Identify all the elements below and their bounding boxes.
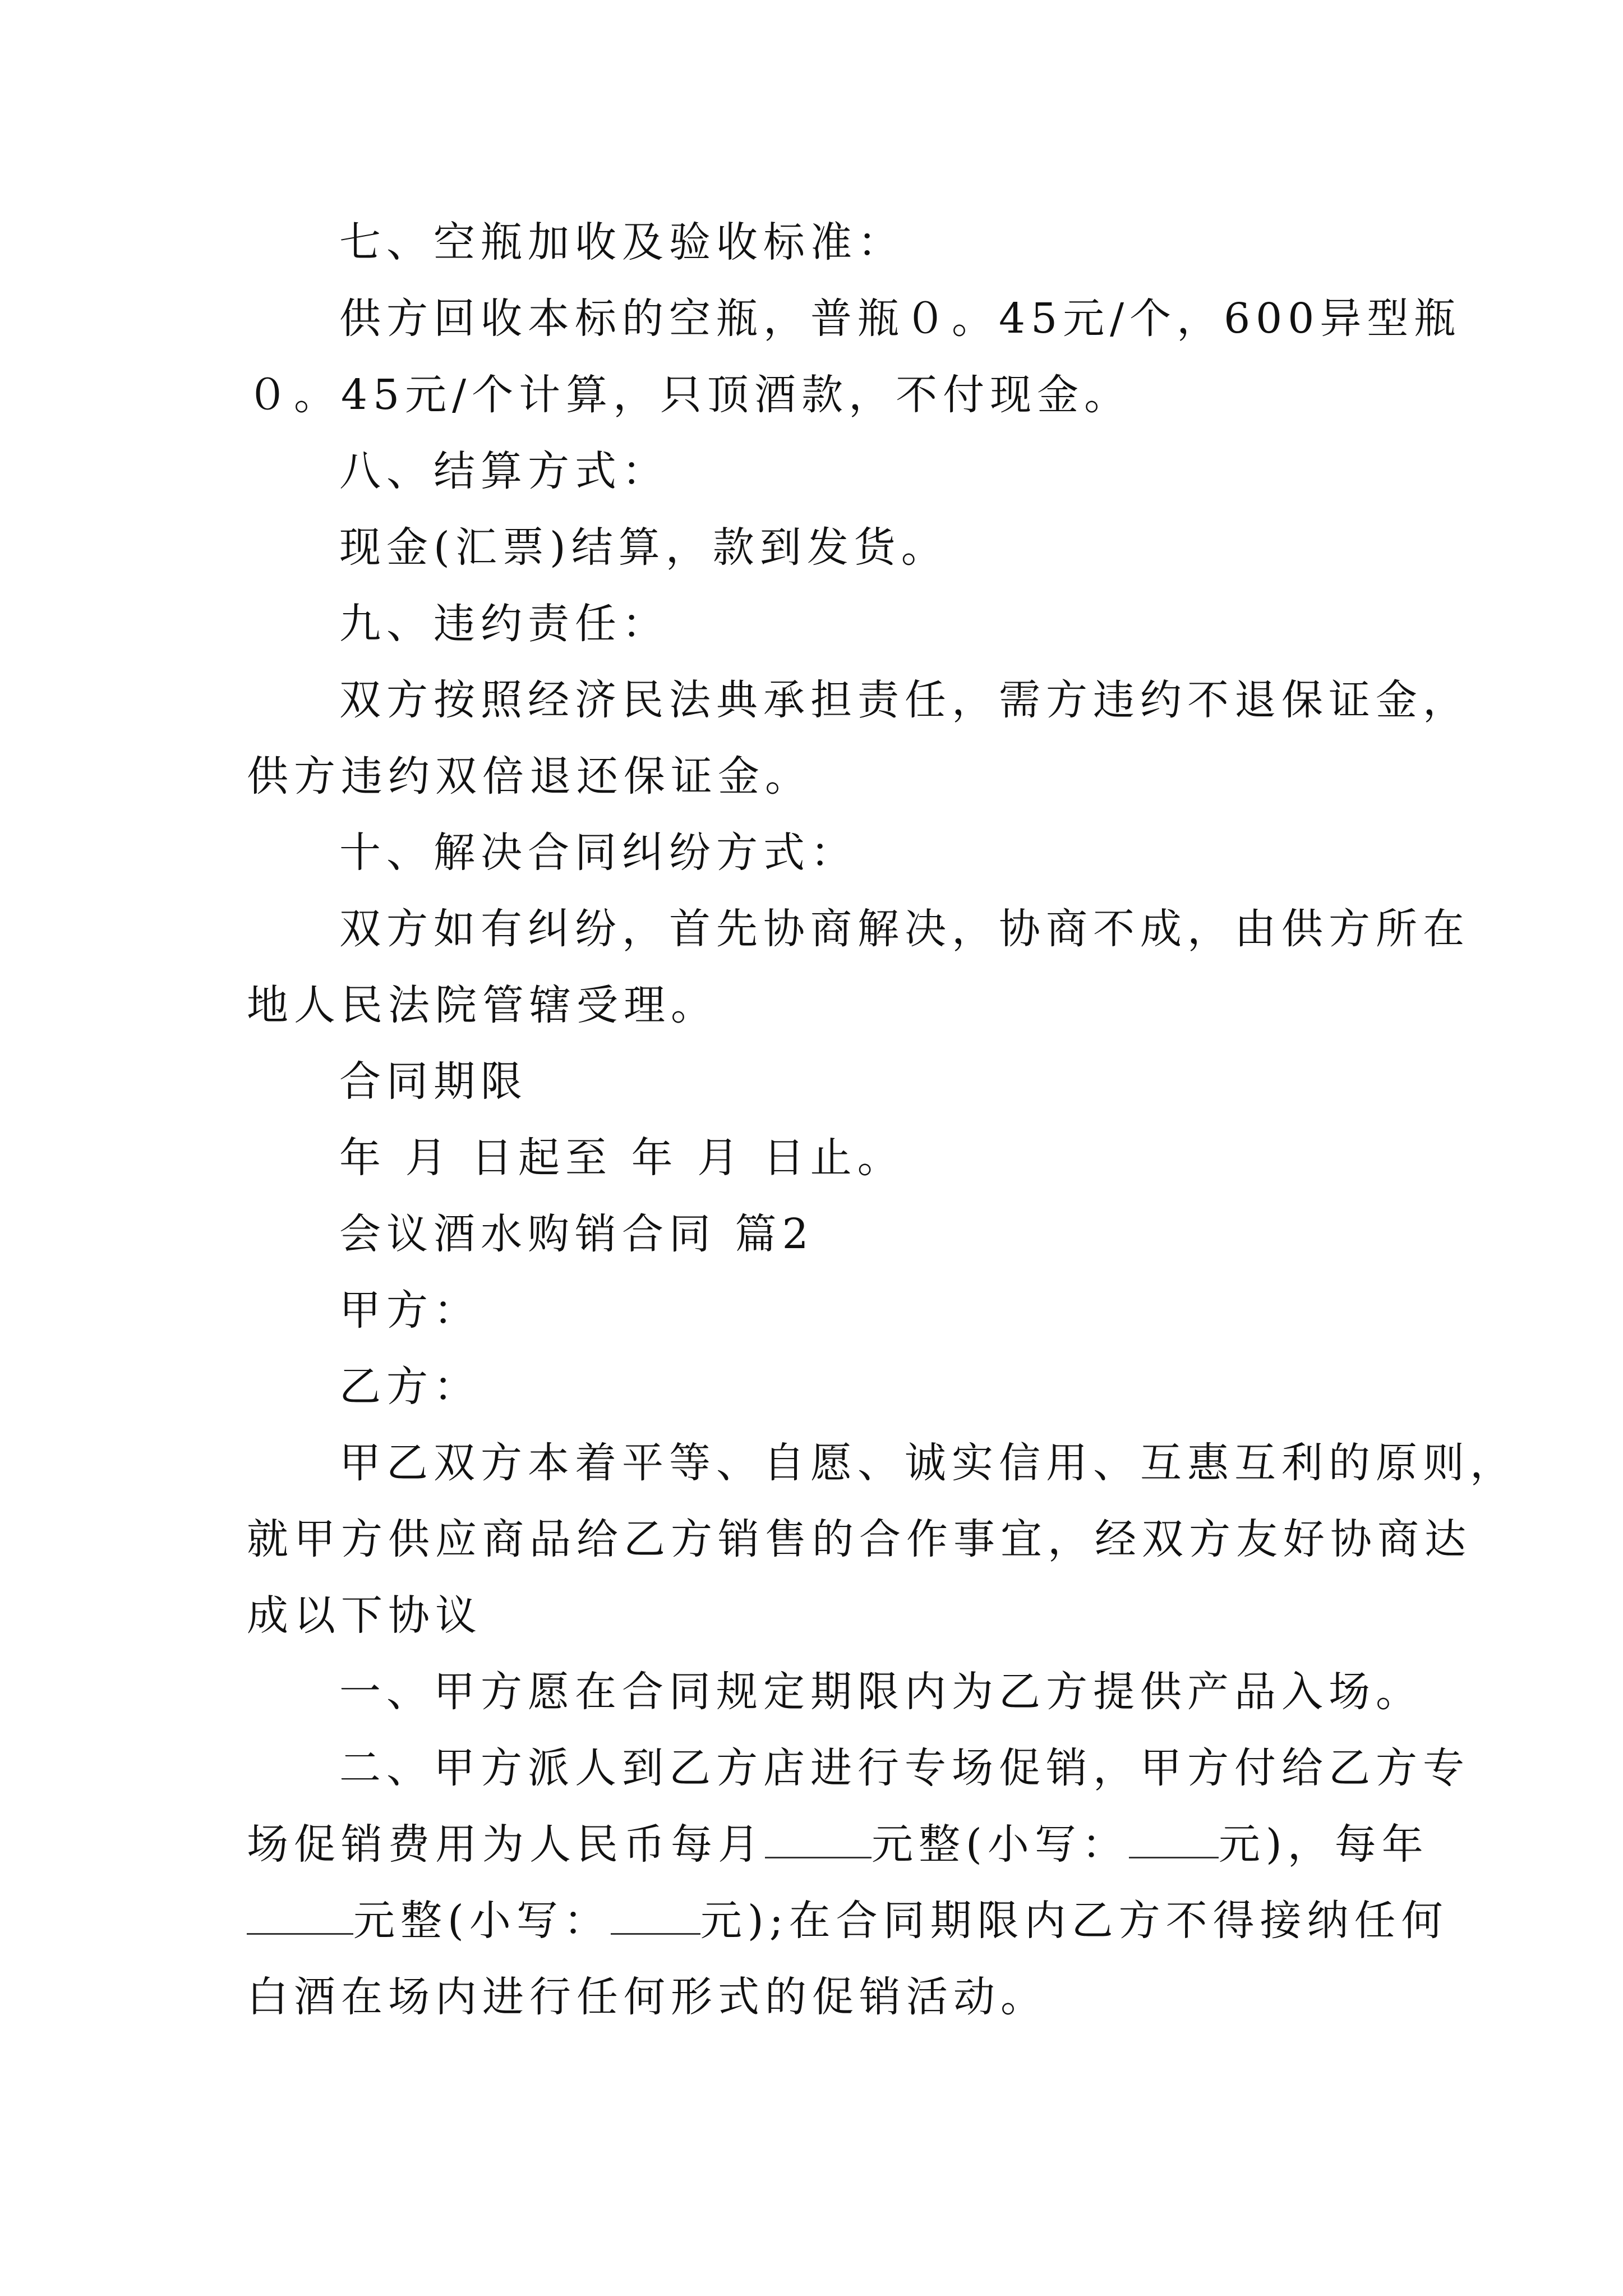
fill-blank <box>611 1894 700 1935</box>
party-b-label: 乙方： <box>339 1363 481 1411</box>
fill-blank <box>247 1894 353 1935</box>
section-8-heading: 八、结算方式： <box>339 447 669 495</box>
clause-1: 一、甲方愿在合同规定期限内为乙方提供产品入场。 <box>339 1668 1423 1716</box>
fill-blank <box>1129 1818 1219 1858</box>
paragraph-line: 甲乙双方本着平等、自愿、诚实信用、互惠互利的原则， <box>339 1439 1517 1487</box>
fee-text: 元整(小写： <box>353 1897 611 1945</box>
section-7-heading: 七、空瓶加收及验收标准： <box>339 218 905 266</box>
paragraph-line: 白酒在场内进行任何形式的促销活动。 <box>247 1973 1048 2021</box>
contract-term-dates: 年 月 日起至 年 月 日止。 <box>339 1134 905 1182</box>
paragraph-line: 供方违约双倍退还保证金。 <box>247 752 812 800</box>
fee-line <box>247 1816 1429 1872</box>
fee-line-2 <box>247 1893 1449 1949</box>
paragraph-line: 双方如有纠纷，首先协商解决，协商不成，由供方所在 <box>339 905 1470 953</box>
contract-term-heading: 合同期限 <box>339 1057 528 1106</box>
paragraph-line: 地人民法院管辖受理。 <box>247 981 718 1029</box>
section-9-heading: 九、违约责任： <box>339 600 669 648</box>
paragraph-line: 现金(汇票)结算，款到发货。 <box>339 523 948 572</box>
article-title: 会议酒水购销合同 篇2 <box>339 1210 814 1258</box>
paragraph-line: ０。45元/个计算，只顶酒款，不付现金。 <box>247 371 1132 419</box>
section-10-heading: 十、解决合同纠纷方式： <box>339 829 857 877</box>
fee-text: 场促销费用为人民币每月 <box>247 1820 765 1869</box>
paragraph-line: 供方回收本标的空瓶，普瓶０。45元/个，600异型瓶 <box>339 295 1461 343</box>
fill-blank <box>765 1818 872 1858</box>
fee-text: 元);在合同期限内乙方不得接纳任何 <box>700 1897 1449 1945</box>
fee-text: 元整(小写： <box>872 1820 1129 1869</box>
paragraph-line: 双方按照经济民法典承担责任，需方违约不退保证金， <box>339 676 1470 724</box>
fee-text: 元)，每年 <box>1218 1820 1429 1869</box>
paragraph-line: 就甲方供应商品给乙方销售的合作事宜，经双方友好协商达 <box>247 1515 1472 1563</box>
clause-2: 二、甲方派人到乙方店进行专场促销，甲方付给乙方专 <box>339 1744 1470 1792</box>
party-a-label: 甲方： <box>339 1286 481 1335</box>
paragraph-line: 成以下协议 <box>247 1591 482 1640</box>
